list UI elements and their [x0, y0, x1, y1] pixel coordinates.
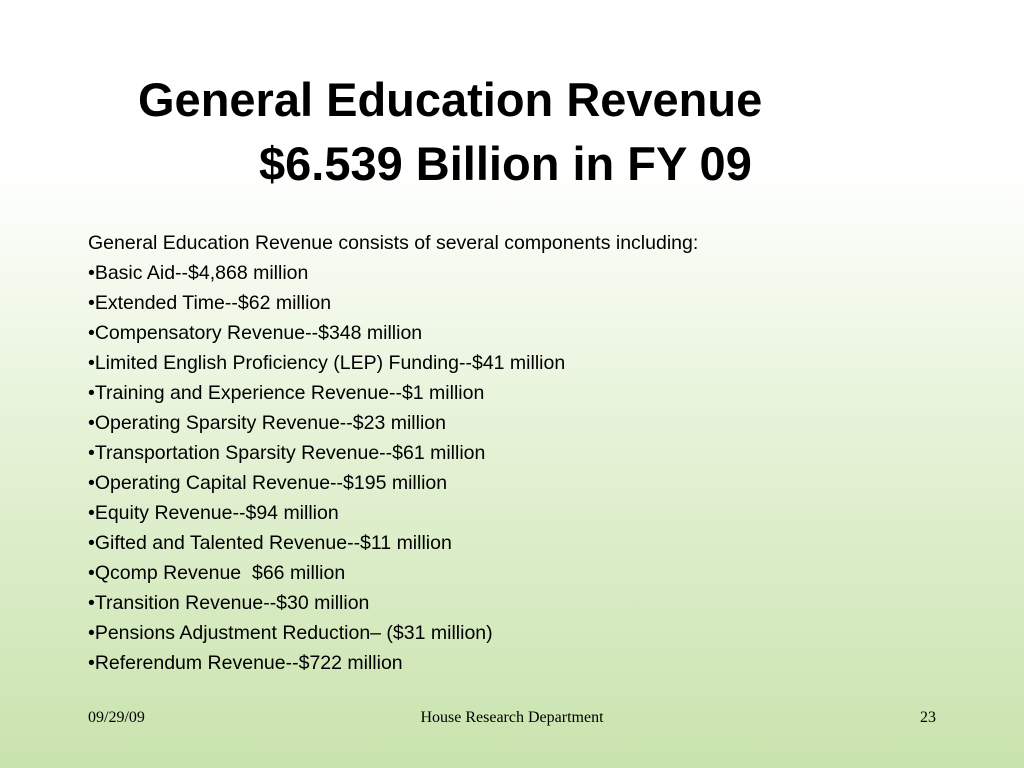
list-item-basic-aid: •Basic Aid--$4,868 million	[88, 262, 309, 284]
list-item-extended-time: •Extended Time--$62 million	[88, 292, 332, 314]
revenue-components-list	[88, 258, 988, 678]
slide-body	[88, 228, 988, 678]
list-item-equity-revenue: •Equity Revenue--$94 million	[88, 502, 339, 524]
list-item-pensions-adjustment: •Pensions Adjustment Reduction– ($31 million)	[88, 622, 493, 644]
footer-page-number: 23	[920, 709, 936, 726]
title-line-2: $6.539 Billion in FY 09	[259, 137, 752, 190]
list-item-gifted-talented: •Gifted and Talented Revenue--$11 million	[88, 532, 452, 554]
list-item-training-experience: •Training and Experience Revenue--$1 million	[88, 382, 485, 404]
footer-date: 09/29/09	[88, 709, 145, 726]
list-item-referendum-revenue: •Referendum Revenue--$722 million	[88, 652, 403, 674]
list-item-operating-sparsity: •Operating Sparsity Revenue--$23 million	[88, 412, 446, 434]
intro-text: General Education Revenue consists of several components including:	[88, 232, 699, 254]
list-item-transportation-sparsity: •Transportation Sparsity Revenue--$61 million	[88, 442, 486, 464]
list-item-qcomp-revenue: •Qcomp Revenue $66 million	[88, 562, 346, 584]
slide-title	[0, 68, 1024, 196]
title-line-1: General Education Revenue	[138, 73, 763, 126]
footer-department: House Research Department	[420, 709, 604, 726]
list-item-operating-capital: •Operating Capital Revenue--$195 million	[88, 472, 448, 494]
list-item-compensatory-revenue: •Compensatory Revenue--$348 million	[88, 322, 423, 344]
list-item-lep-funding: •Limited English Proficiency (LEP) Funding--$41 million	[88, 352, 566, 374]
list-item-transition-revenue: •Transition Revenue--$30 million	[88, 592, 370, 614]
